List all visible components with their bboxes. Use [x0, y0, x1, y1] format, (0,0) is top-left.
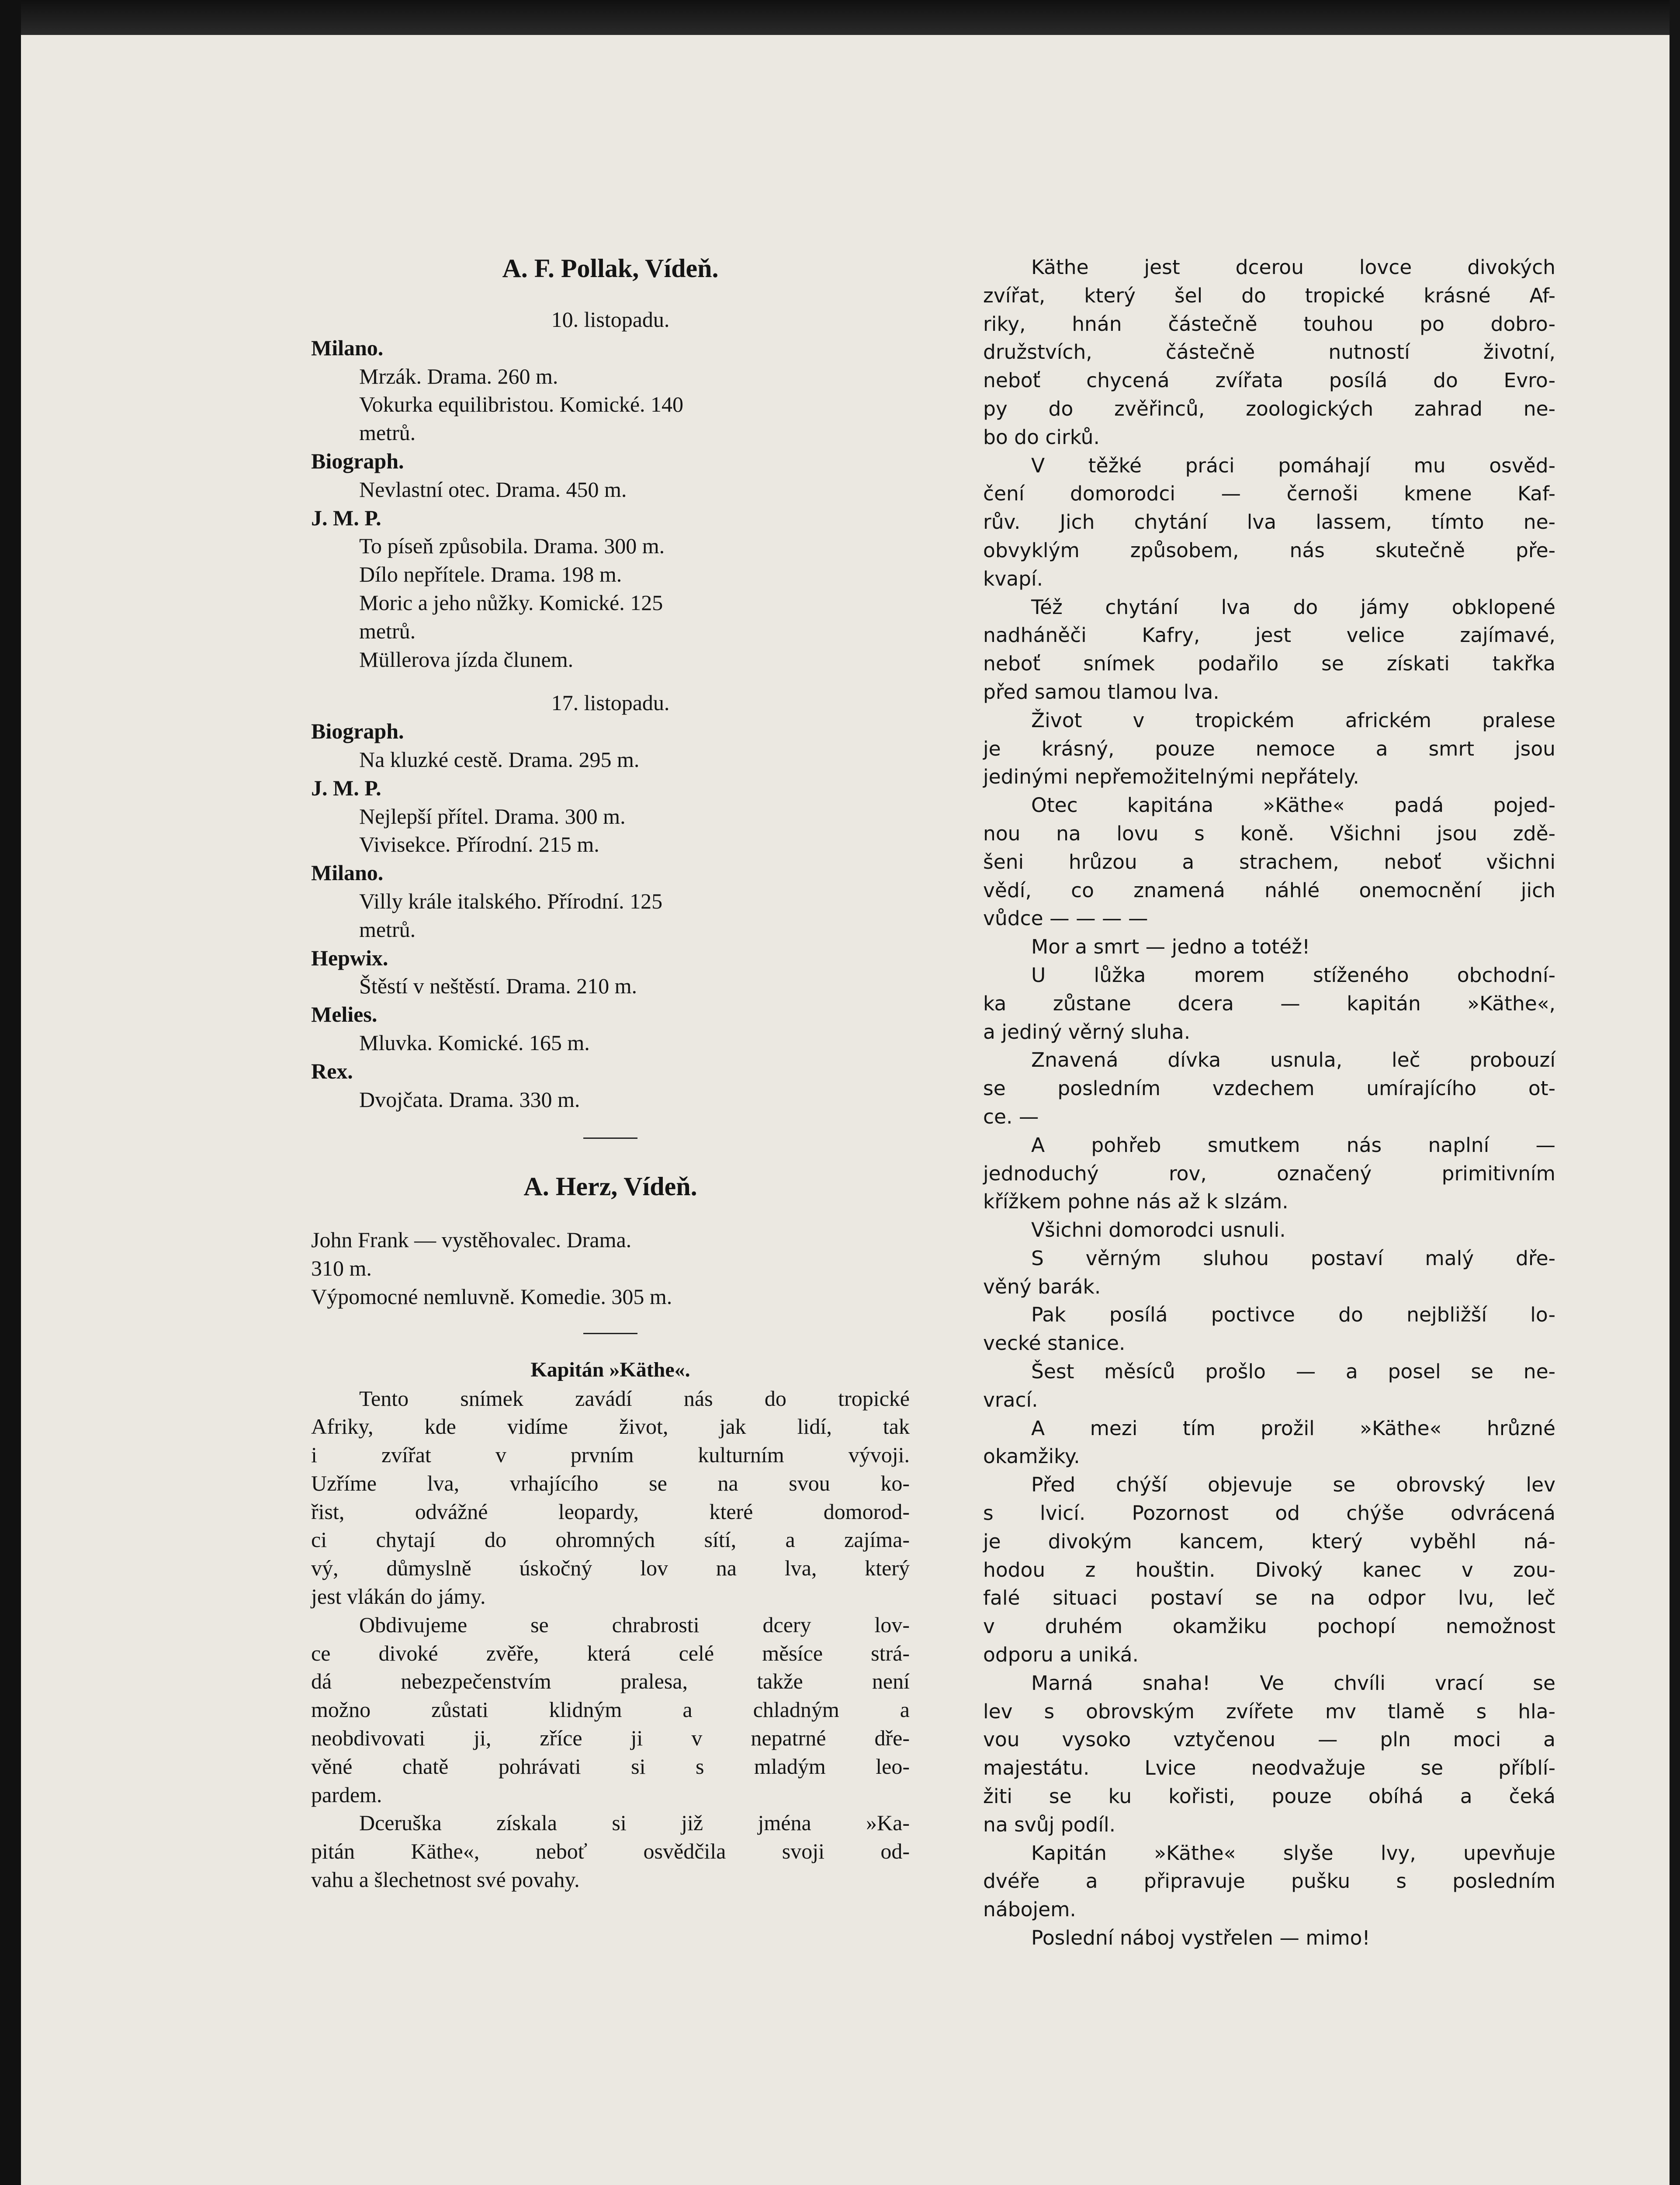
paragraph-line: Dceruška získala si již jména »Ka-: [359, 1810, 910, 1835]
paragraph-line: nadháněči Kafry, jest velice zajímavé,: [983, 624, 1555, 647]
film-entry-line: Müllerova jízda člunem.: [359, 647, 574, 672]
paragraph-line: neboť chycená zvířata posílá do Evro-: [983, 369, 1555, 392]
paragraph-line: i zvířat v prvním kulturním vývoji.: [311, 1443, 910, 1467]
paragraph-line: Tento snímek zavádí nás do tropické: [359, 1386, 910, 1411]
film-entry-line: 310 m.: [311, 1256, 372, 1281]
film-entry-line: To píseň způsobila. Drama. 300 m.: [359, 534, 665, 558]
film-entry-line: Mluvka. Komické. 165 m.: [359, 1030, 590, 1055]
paragraph-line: věné chatě pohrávati si s mladým leo-: [311, 1754, 910, 1779]
scan-border-left: [0, 0, 21, 2185]
paragraph-line: před samou tlamou lva.: [983, 680, 1219, 704]
article-title: Kapitán »Käthe«.: [530, 1358, 690, 1381]
paragraph-line: družstvích, částečně nutností životní,: [983, 340, 1555, 364]
film-entry-line: Na kluzké cestě. Drama. 295 m.: [359, 747, 640, 772]
date-17-november: 17. listopadu.: [551, 690, 670, 715]
paragraph-line: vou vysoko vztyčenou — pln moci a: [983, 1728, 1555, 1751]
manufacturer-label: J. M. P.: [311, 505, 381, 530]
paragraph-line: Život v tropickém africkém pralese: [1031, 708, 1555, 732]
paragraph-line: na svůj podíl.: [983, 1813, 1116, 1836]
paragraph-line: jest vlákán do jámy.: [311, 1584, 486, 1609]
film-entry-line: John Frank — vystěhovalec. Drama.: [311, 1228, 632, 1252]
paragraph-line: U lůžka morem stíženého obchodní-: [1031, 963, 1555, 987]
paragraph-line: je divokým kancem, který vyběhl ná-: [983, 1530, 1555, 1553]
left-column: [311, 253, 910, 1894]
paragraph-line: V těžké práci pomáhají mu osvěd-: [1031, 454, 1555, 477]
paragraph-line: ci chytají do ohromných sítí, a zajíma-: [311, 1527, 910, 1552]
manufacturer-label: Biograph.: [311, 448, 404, 473]
film-entry-line: metrů.: [359, 618, 416, 643]
paragraph-line: obvyklým způsobem, nás skutečně pře-: [983, 538, 1555, 562]
paragraph-line: Afriky, kde vidíme život, jak lidí, tak: [311, 1414, 910, 1439]
manufacturer-label: Biograph.: [311, 719, 404, 744]
paragraph-line: nou na lovu s koně. Všichni jsou zdě-: [983, 822, 1555, 845]
film-entry-line: Nevlastní otec. Drama. 450 m.: [359, 477, 627, 502]
paragraph-line: lev s obrovským zvířete mv tlamě s hla-: [983, 1699, 1555, 1723]
paragraph-line: Znavená dívka usnula, leč probouzí: [1031, 1048, 1555, 1072]
film-entry-line: Vokurka equilibristou. Komické. 140: [359, 392, 684, 417]
paragraph-line: odporu a uniká.: [983, 1643, 1139, 1667]
paragraph-line: Otec kapitána »Käthe« padá pojed-: [1031, 794, 1555, 817]
paragraph-line: vrací.: [983, 1388, 1038, 1412]
paragraph-line: Mor a smrt — jedno a totéž!: [1031, 935, 1310, 959]
paragraph-line: dá nebezpečenstvím pralesa, takže není: [311, 1669, 910, 1694]
film-entry-line: Moric a jeho nůžky. Komické. 125: [359, 590, 663, 615]
paragraph-line: žiti se ku kořisti, pouze obíhá a čeká: [983, 1785, 1555, 1808]
paragraph-line: falé situaci postaví se na odpor lvu, leč: [983, 1586, 1555, 1610]
paragraph-line: rův. Jich chytání lva lassem, tímto ne-: [983, 510, 1555, 534]
section-divider: [583, 1138, 637, 1139]
paragraph-line: Šest měsíců prošlo — a posel se ne-: [1031, 1360, 1555, 1384]
article-body-continued: [983, 253, 1555, 1953]
paragraph-line: py do zvěřinců, zoologických zahrad ne-: [983, 397, 1555, 420]
film-entry-line: Villy krále italského. Přírodní. 125: [359, 888, 663, 913]
paragraph-line: A mezi tím prožil »Käthe« hrůzné: [1031, 1416, 1555, 1440]
paragraph-line: Obdivujeme se chrabrosti dcery lov-: [359, 1612, 910, 1637]
right-column: [983, 253, 1555, 1953]
paragraph-line: vecké stanice.: [983, 1332, 1126, 1355]
film-edge: [0, 0, 1680, 35]
paragraph-line: je krásný, pouze nemoce a smrt jsou: [983, 737, 1555, 760]
paragraph-line: Marná snaha! Ve chvíli vrací se: [1031, 1671, 1555, 1695]
paragraph-line: věný barák.: [983, 1275, 1101, 1298]
film-entry-line: metrů.: [359, 917, 416, 942]
paragraph-line: neobdivovati ji, zříce ji v nepatrné dře-: [311, 1726, 910, 1751]
manufacturer-label: Milano.: [311, 860, 384, 885]
heading-pollak: A. F. Pollak, Vídeň.: [502, 254, 719, 283]
heading-herz: A. Herz, Vídeň.: [523, 1172, 697, 1201]
paragraph-line: pardem.: [311, 1782, 382, 1807]
paragraph-line: majestátu. Lvice neodvažuje se příblí-: [983, 1756, 1555, 1780]
paragraph-line: zvířat, který šel do tropické krásné Af-: [983, 284, 1555, 307]
paragraph-line: ka zůstane dcera — kapitán »Käthe«,: [983, 992, 1555, 1015]
paragraph-line: čení domorodci — černoši kmene Kaf-: [983, 482, 1555, 506]
film-list-10-november: [311, 334, 910, 674]
section-divider: [583, 1333, 637, 1334]
film-entry-line: metrů.: [359, 420, 416, 445]
paragraph-line: vahu a šlechetnost své povahy.: [311, 1867, 580, 1892]
manufacturer-label: Rex.: [311, 1058, 353, 1083]
paragraph-line: vědí, co znamená náhlé onemocnění jich: [983, 878, 1555, 902]
paragraph-line: jedinými nepřemožitelnými nepřátely.: [983, 765, 1359, 789]
paragraph-line: Kapitán »Käthe« slyše lvy, upevňuje: [1031, 1841, 1555, 1865]
paragraph-line: řist, odvážné leopardy, které domorod-: [311, 1499, 910, 1524]
paragraph-line: bo do cirků.: [983, 425, 1100, 449]
paragraph-line: s lvicí. Pozornost od chýše odvrácená: [983, 1502, 1555, 1525]
paragraph-line: ce. —: [983, 1105, 1039, 1128]
paragraph-line: kvapí.: [983, 567, 1043, 590]
paragraph-line: se posledním vzdechem umírajícího ot-: [983, 1077, 1555, 1100]
paragraph-line: Před chýší objevuje se obrovský lev: [1031, 1473, 1555, 1497]
film-entry-line: Mrzák. Drama. 260 m.: [359, 364, 558, 388]
paragraph-line: nábojem.: [983, 1898, 1076, 1921]
film-list-17-november: [311, 717, 910, 1113]
paragraph-line: Též chytání lva do jámy obklopené: [1031, 595, 1555, 619]
film-entry-line: Dvojčata. Drama. 330 m.: [359, 1087, 580, 1112]
film-entry-line: Vivisekce. Přírodní. 215 m.: [359, 832, 599, 857]
film-entry-line: Dílo nepřítele. Drama. 198 m.: [359, 562, 622, 587]
film-entry-line: Nejlepší přítel. Drama. 300 m.: [359, 804, 626, 829]
paragraph-line: hodou z houštin. Divoký kanec v zou-: [983, 1558, 1555, 1582]
paragraph-line: riky, hnán částečně touhou po dobro-: [983, 312, 1555, 336]
manufacturer-label: Melies.: [311, 1002, 378, 1027]
paragraph-line: ce divoké zvěře, která celé měsíce strá-: [311, 1640, 910, 1665]
manufacturer-label: Hepwix.: [311, 945, 388, 970]
manufacturer-label: J. M. P.: [311, 775, 381, 800]
paragraph-line: v druhém okamžiku pochopí nemožnost: [983, 1615, 1555, 1638]
paragraph-line: Všichni domorodci usnuli.: [1031, 1218, 1286, 1242]
paragraph-line: dvéře a připravuje pušku s posledním: [983, 1869, 1555, 1893]
paragraph-line: jednoduchý rov, označený primitivním: [983, 1162, 1555, 1185]
paragraph-line: S věrným sluhou postaví malý dře-: [1031, 1246, 1555, 1270]
film-entry-line: Štěstí v neštěstí. Drama. 210 m.: [359, 974, 637, 999]
paragraph-line: Poslední náboj vystřelen — mimo!: [1031, 1926, 1370, 1950]
paragraph-line: pitán Käthe«, neboť osvědčila svoji od-: [311, 1839, 910, 1864]
paragraph-line: a jediný věrný sluha.: [983, 1020, 1191, 1044]
herz-film-list: [311, 1226, 910, 1311]
film-entry-line: Výpomocné nemluvně. Komedie. 305 m.: [311, 1284, 672, 1309]
paragraph-line: vý, důmyslně úskočný lov na lva, který: [311, 1556, 910, 1581]
paragraph-line: vůdce — — — —: [983, 907, 1148, 930]
paragraph-line: šeni hrůzou a strachem, neboť všichni: [983, 850, 1555, 874]
paragraph-line: možno zůstati klidným a chladným a: [311, 1697, 910, 1722]
paragraph-line: Uzříme lva, vrhajícího se na svou ko-: [311, 1471, 910, 1495]
paragraph-line: okamžiky.: [983, 1445, 1080, 1468]
paragraph-line: Käthe jest dcerou lovce divokých: [1031, 256, 1555, 279]
paragraph-line: Pak posílá poctivce do nejbližší lo-: [1031, 1303, 1555, 1327]
date-10-november: 10. listopadu.: [551, 307, 670, 332]
article-body: [311, 1384, 910, 1894]
paragraph-line: A pohřeb smutkem nás naplní —: [1031, 1133, 1555, 1157]
paragraph-line: křížkem pohne nás až k slzám.: [983, 1190, 1289, 1214]
manufacturer-label: Milano.: [311, 335, 384, 360]
paragraph-line: neboť snímek podařilo se získati takřka: [983, 652, 1555, 676]
scan-border-right: [1670, 0, 1680, 2185]
